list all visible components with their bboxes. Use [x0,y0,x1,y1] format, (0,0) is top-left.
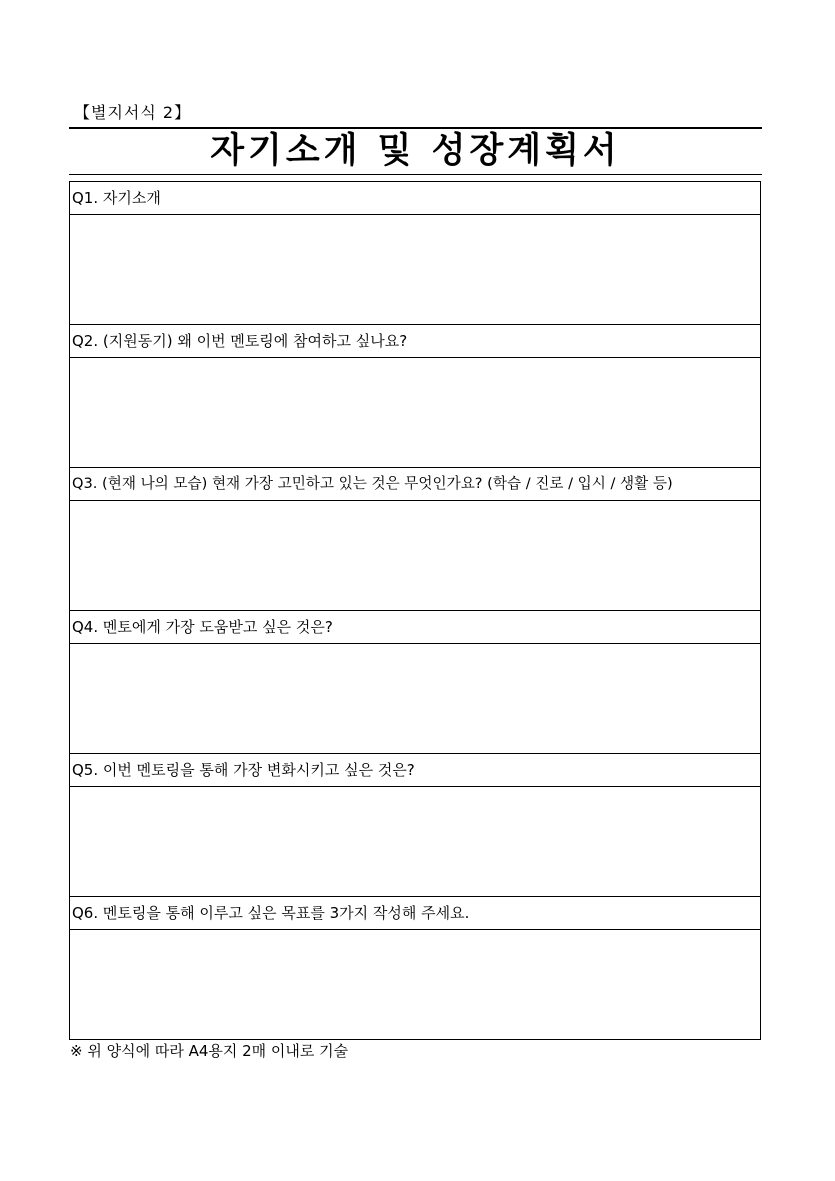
question-block-6 [70,897,760,1039]
question-label: Q3. (현재 나의 모습) 현재 가장 고민하고 있는 것은 무엇인가요? (학습 / 진로 / 입시 / 생활 등) [70,468,760,501]
answer-field[interactable] [70,930,760,1039]
footnote: ※ 위 양식에 따라 A4용지 2매 이내로 기술 [70,1042,349,1060]
question-block-2 [70,325,760,468]
title-rule-bottom [69,174,762,175]
answer-field[interactable] [70,787,760,897]
question-label: Q6. 멘토링을 통해 이루고 싶은 목표를 3가지 작성해 주세요. [70,897,760,930]
question-label: Q2. (지원동기) 왜 이번 멘토링에 참여하고 싶나요? [70,325,760,358]
attachment-label: 【별지서식 2】 [74,103,192,122]
question-label: Q5. 이번 멘토링을 통해 가장 변화시키고 싶은 것은? [70,754,760,787]
question-block-1 [70,182,760,325]
answer-field[interactable] [70,358,760,468]
question-block-3 [70,468,760,611]
question-label: Q4. 멘토에게 가장 도움받고 싶은 것은? [70,611,760,644]
answer-field[interactable] [70,501,760,611]
question-block-5 [70,754,760,897]
page-title: 자기소개 및 성장계획서 [210,131,621,171]
form-table [69,181,761,1040]
question-label: Q1. 자기소개 [70,182,760,215]
answer-field[interactable] [70,644,760,754]
answer-field[interactable] [70,215,760,325]
question-block-4 [70,611,760,754]
